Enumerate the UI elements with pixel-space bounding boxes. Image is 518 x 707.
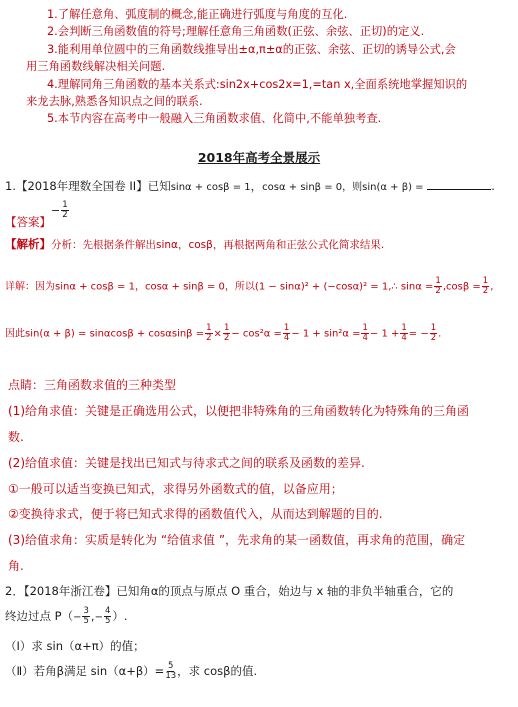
analysis-label: 【解析】 [5,237,51,251]
answer-fraction: $\frac{1}{2}$ [62,200,68,220]
tips-item: 数. [8,430,24,444]
answer-block [5,200,70,229]
condition-1: sinα + cosβ = 1 [170,182,251,193]
separator: ， [250,179,263,193]
fraction: $\frac{1}{4}$ [283,323,290,343]
objective-item: 1.了解任意角、弧度制的概念,能正确进行弧度与角度的互化. [47,8,348,21]
question-source: 【2018年理数全国卷 II】 [15,179,148,193]
analysis-line [5,236,384,252]
fraction: $\frac{1}{4}$ [401,323,407,343]
analysis-text: 分析：先根据条件解出sinα，cosβ，再根据两角和正弦公式化简求结果. [51,239,385,251]
fraction: $\frac{3}{5}$ [83,606,89,626]
question-number: 1. [5,179,16,193]
fraction: $\frac{4}{5}$ [104,606,111,626]
objective-item: 来龙去脉,熟悉各知识点之间的联系. [26,95,203,108]
objective-item: 用三角函数线解决相关问题. [26,60,166,73]
fraction: $\frac{5}{13}$ [165,661,177,681]
answer-blank [427,179,491,190]
fraction: $\frac{1}{2}$ [206,323,212,343]
tips-item: (2)给值求值：关键是找出已知式与待求式之间的联系及函数的差异. [8,456,365,470]
objective-item: 5.本节内容在高考中一般融入三角函数求值、化简中,不能单独考查. [47,112,382,125]
objective-item: 3.能利用单位圆中的三角函数线推导出±α,π±α的正弦、余弦、正切的诱导公式,会 [47,43,456,56]
fraction: $\frac{1}{2}$ [223,323,230,343]
question-2-part-2: （Ⅱ）若角β满足 sin（α+β）= $\frac{5}{13}$ ，求 cosβ的值. [5,661,258,681]
question-2-part-1: （Ⅰ）求 sin（α+π）的值； [5,639,145,653]
tips-title: 点睛：三角函数求值的三种类型 [8,378,177,392]
fraction: $\frac{1}{2}$ [482,276,489,296]
section-title: 2018年高考全景展示 [197,150,321,165]
detail-line: 详解：因为sinα + cosβ = 1，cosα + sinβ = 0，所以(1 − sinα)² + (−cosα)² = 1,∴ sinα = $\frac{1}{2}$ ,cosβ = $\frac{1}{2}$ , [5,276,494,296]
objective-item: 4.理解同角三角函数的基本关系式:sin2x+cos2x=1,=tan x,全面系统地掌握知识的 [47,78,468,91]
question-prefix: 已知 [147,179,171,193]
tips-item: 角. [8,559,24,573]
answer-label: 【答案】 [5,215,51,229]
fraction: $\frac{1}{2}$ [435,276,441,296]
tips-item: ①一般可以适当变换已知式，求得另外函数式的值，以备应用； [8,482,343,496]
question-2-line-1: 2．【2018年浙江卷】已知角α的顶点与原点 O 重合，始边与 x 轴的非负半轴重合，它的 [5,584,454,598]
question-1 [5,178,495,194]
answer-sign: − [51,204,61,217]
question-number: 2． [5,584,24,598]
objective-item: 2.会判断三角函数值的符号;理解任意角三角函数(正弦、余弦、正切)的定义. [47,25,425,38]
therefore-line: 因此sin(α + β) = sinαcosβ + cosαsinβ = $\frac{1}{2}$ × $\frac{1}{2}$ − cos²α = $\frac{1}{4}$ − 1 + sin²α = $\frac{1}{4}$ − 1 + $\frac{1}{4}$ = − $\frac{1}{2}$ . [5,323,442,343]
tips-item: (1)给角求值：关键是正确选用公式，以便把非特殊角的三角函数转化为特殊角的三角函 [8,404,470,418]
question-ask: ，则sin(α + β) = [342,182,424,193]
condition-2: cosα + sinβ = 0 [262,182,343,193]
tips-item: (3)给值求角：实质是转化为 “给值求值 ”，先求角的某一函数值，再求角的范围，确定 [8,533,466,547]
question-end: . [491,179,495,193]
fraction: $\frac{1}{2}$ [430,323,437,343]
tips-item: ②变换待求式，便于将已知式求得的函数值代入，从而达到解题的目的. [8,507,383,521]
fraction: $\frac{1}{4}$ [362,323,368,343]
question-2-line-2: 终边过点 P（− $\frac{3}{5}$ ,− $\frac{4}{5}$ ）. [5,606,128,626]
